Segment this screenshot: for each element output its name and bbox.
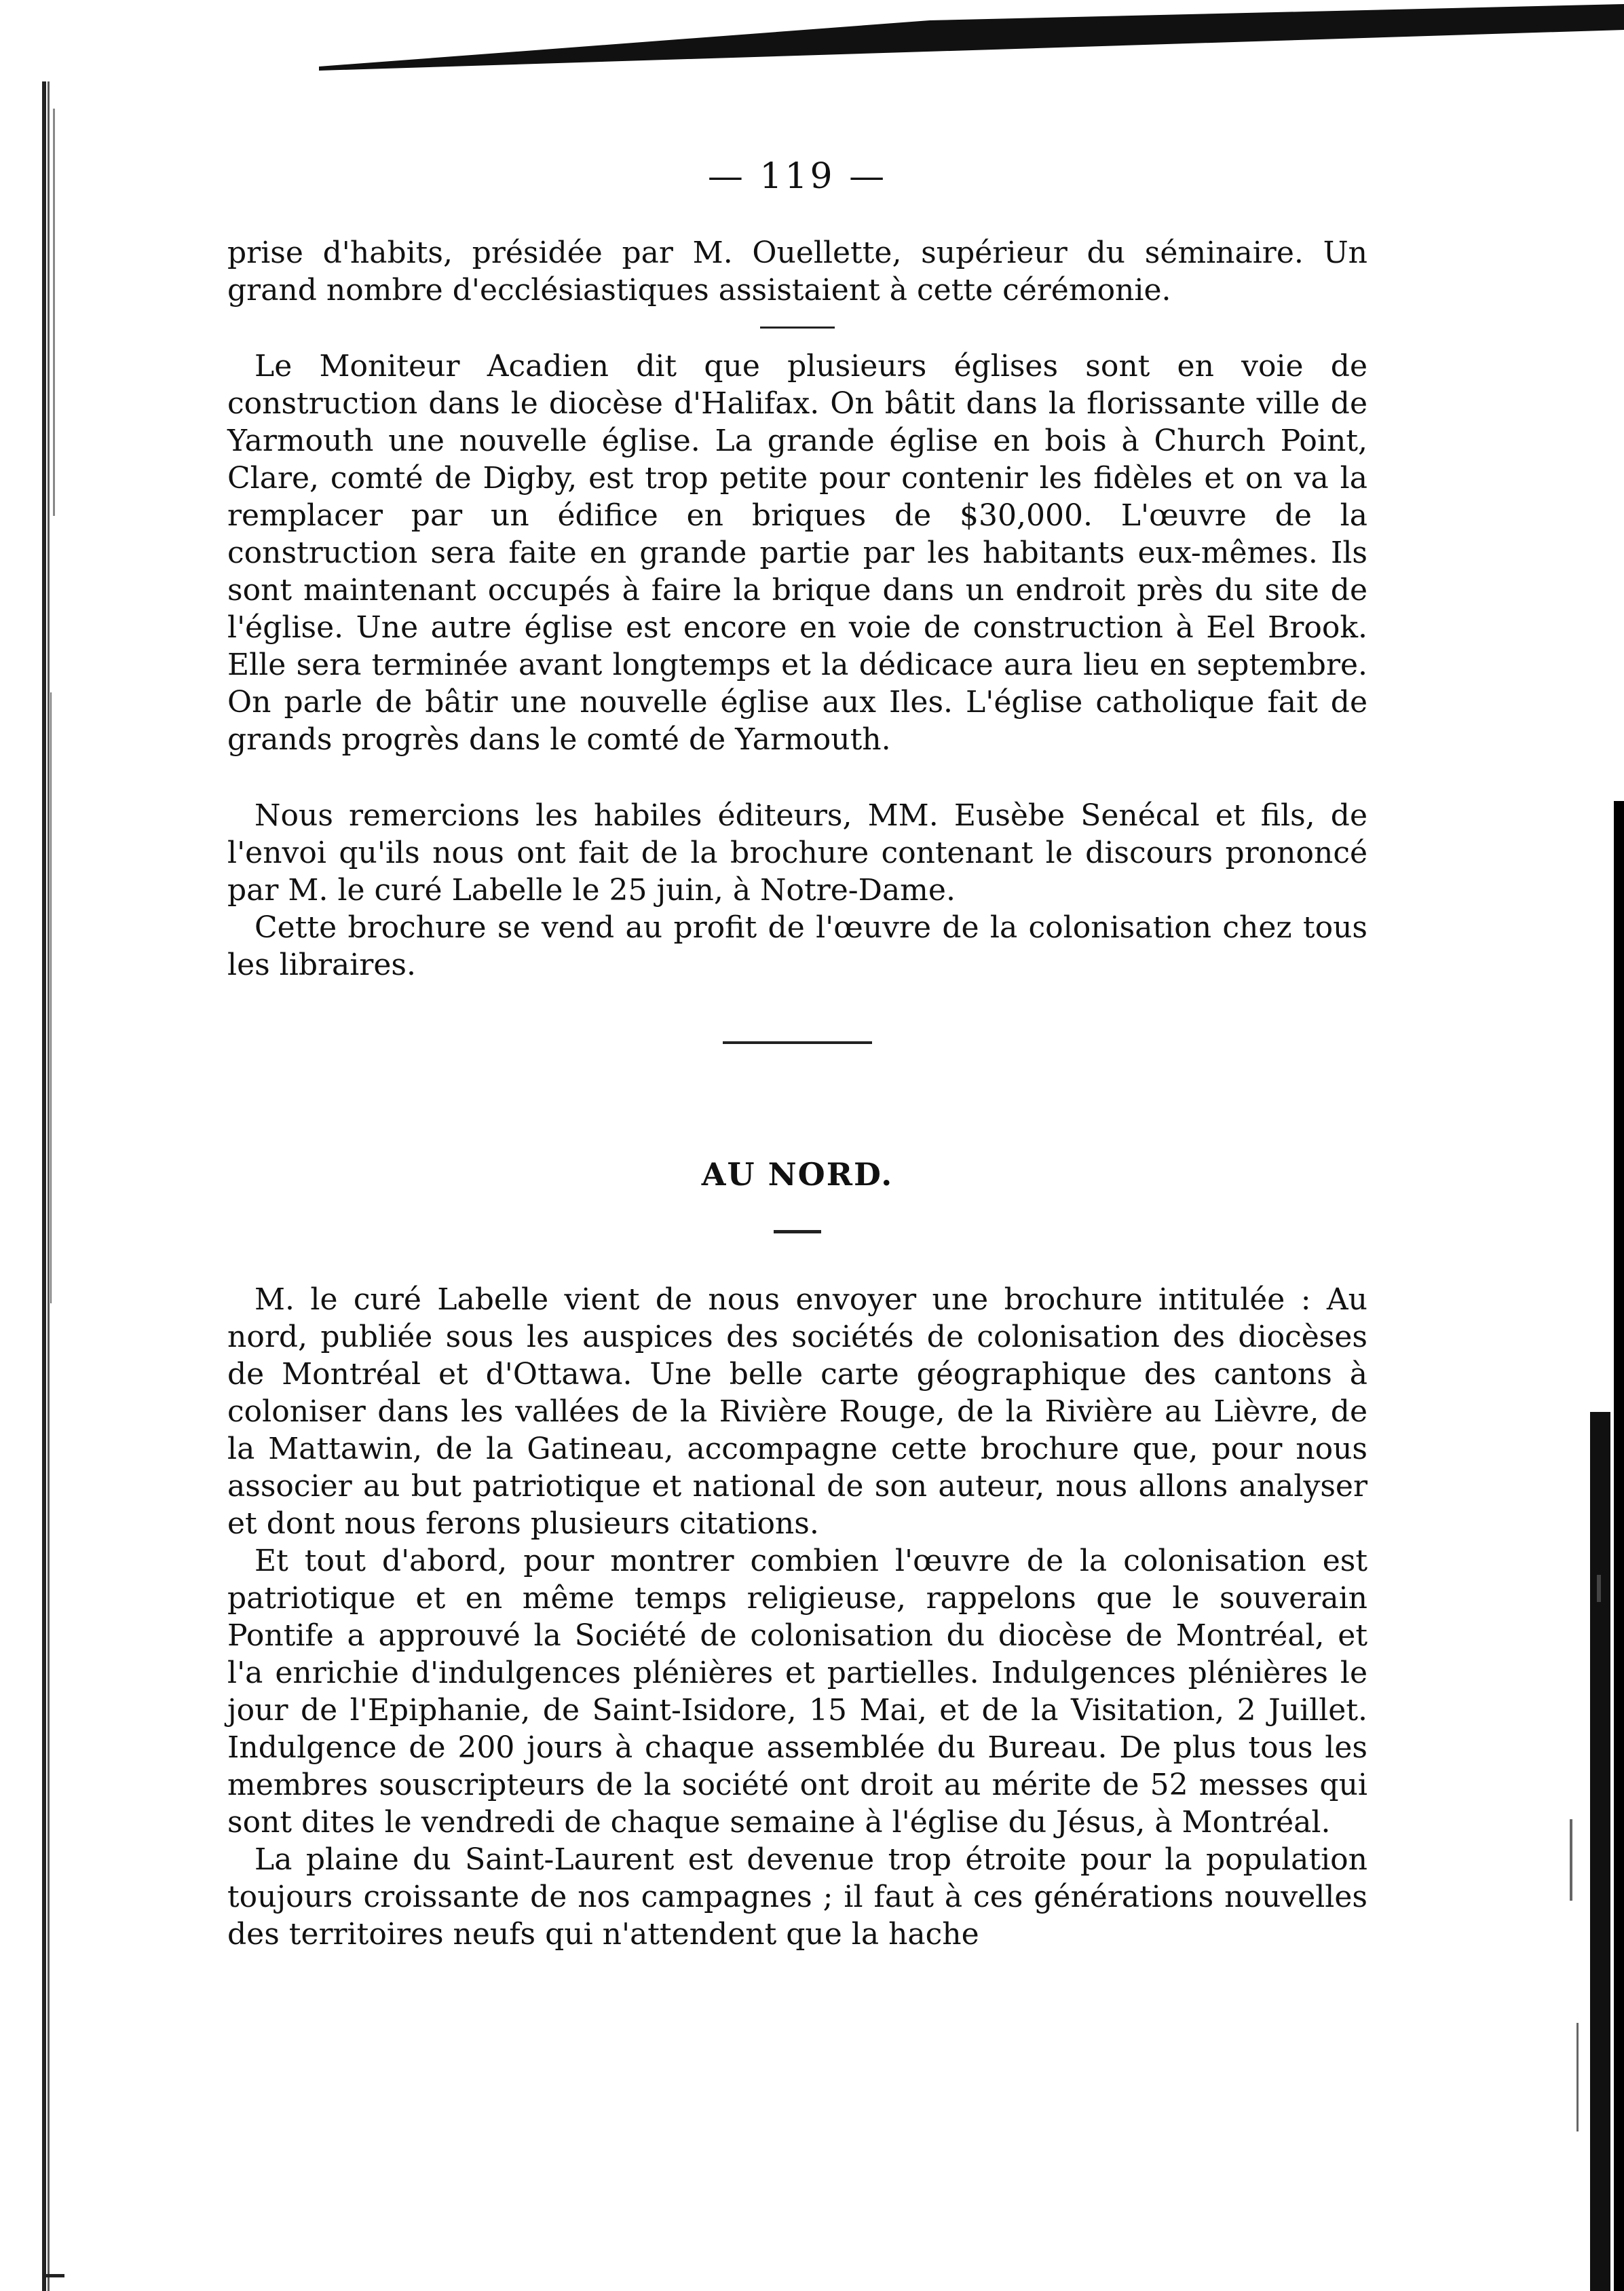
separator-rule [760, 327, 835, 329]
news-section [227, 234, 1367, 984]
au-nord-paragraph: Et tout d'abord, pour montrer combien l'œuvre de la colonisation est patriotique et en même temps religieuse, rappelons que le souverain Pontife a approuvé la Société de colonisation du diocèse de Montréal, et l'a enrichie d'indulgences plénières et partielles. Indulgences plénières le jour de l'Epiphanie, de Saint-Isidore, 15 Mai, et de la Visitation, 2 Juillet. Indulgence de 200 jours à chaque assemblée du Bureau. De plus tous les membres souscripteurs de la société ont droit au mérite de 52 messes qui sont dites le vendredi de chaque semaine à l'église du Jésus, à Montréal. [227, 1544, 1367, 1840]
au-nord-paragraph: M. le curé Labelle vient de nous envoyer une brochure intitulée : Au nord, publiée sous les auspices des sociétés de colonisation des diocèses de Montréal et d'Ottawa. Une belle carte géographique des cantons à coloniser dans les vallées de la Rivière Rouge, de la Rivière au Lièvre, de la Mattawin, de la Gatineau, accompagne cette brochure que, pour nous associer au but patriotique et national de son auteur, nous allons analyser et dont nous ferons plusieurs citations. [227, 1282, 1367, 1541]
separator-rule [760, 776, 835, 778]
scan-top-edge [319, 0, 1624, 75]
heading-dash [774, 1230, 821, 1233]
opening-paragraph: prise d'habits, présidée par M. Ouellette, supérieur du séminaire. Un grand nombre d'ecclésiastiques assistaient à cette cérémonie. [227, 236, 1367, 308]
page-number: — 119 — [707, 156, 888, 197]
au-nord-paragraph: La plaine du Saint-Laurent est devenue trop étroite pour la population toujours croissante de nos campagnes ; il faut à ces générations nouvelles des territoires neufs qui n'attendent que la hache [227, 1842, 1367, 1952]
vente-paragraph: Cette brochure se vend au profit de l'œuvre de la colonisation chez tous les libraires. [227, 910, 1367, 982]
scan-left-edge [0, 81, 64, 2291]
moniteur-acadien-paragraph: Le Moniteur Acadien dit que plusieurs églises sont en voie de construction dans le diocèse d'Halifax. On bâtit dans la florissante ville de Yarmouth une nouvelle église. La grande église en bois à Church Point, Clare, comté de Digby, est trop petite pour contenir les fidèles et on va la remplacer par un édifice en briques de $30,000. L'œuvre de la construction sera faite en grande partie par les habitants eux-mêmes. Ils sont maintenant occupés à faire la brique dans un endroit près du site de l'église. Une autre église est encore en voie de construction à Eel Brook. Elle sera terminée avant longtemps et la dédicace aura lieu en septembre. On parle de bâtir une nouvelle église aux Iles. L'église catholique fait de grands progrès dans le comté de Yarmouth. [227, 349, 1367, 757]
au-nord-section [227, 1281, 1367, 1953]
scan-right-edge [1529, 801, 1624, 2291]
remerciements-paragraph: Nous remercions les habiles éditeurs, MM. Eusèbe Senécal et fils, de l'envoi qu'ils nous ont fait de la brochure contenant le discours prononcé par M. le curé Labelle le 25 juin, à Notre-Dame. [227, 798, 1367, 908]
page-content [227, 156, 1367, 1953]
section-title: AU NORD. [701, 1156, 894, 1193]
section-divider [723, 1041, 872, 1044]
